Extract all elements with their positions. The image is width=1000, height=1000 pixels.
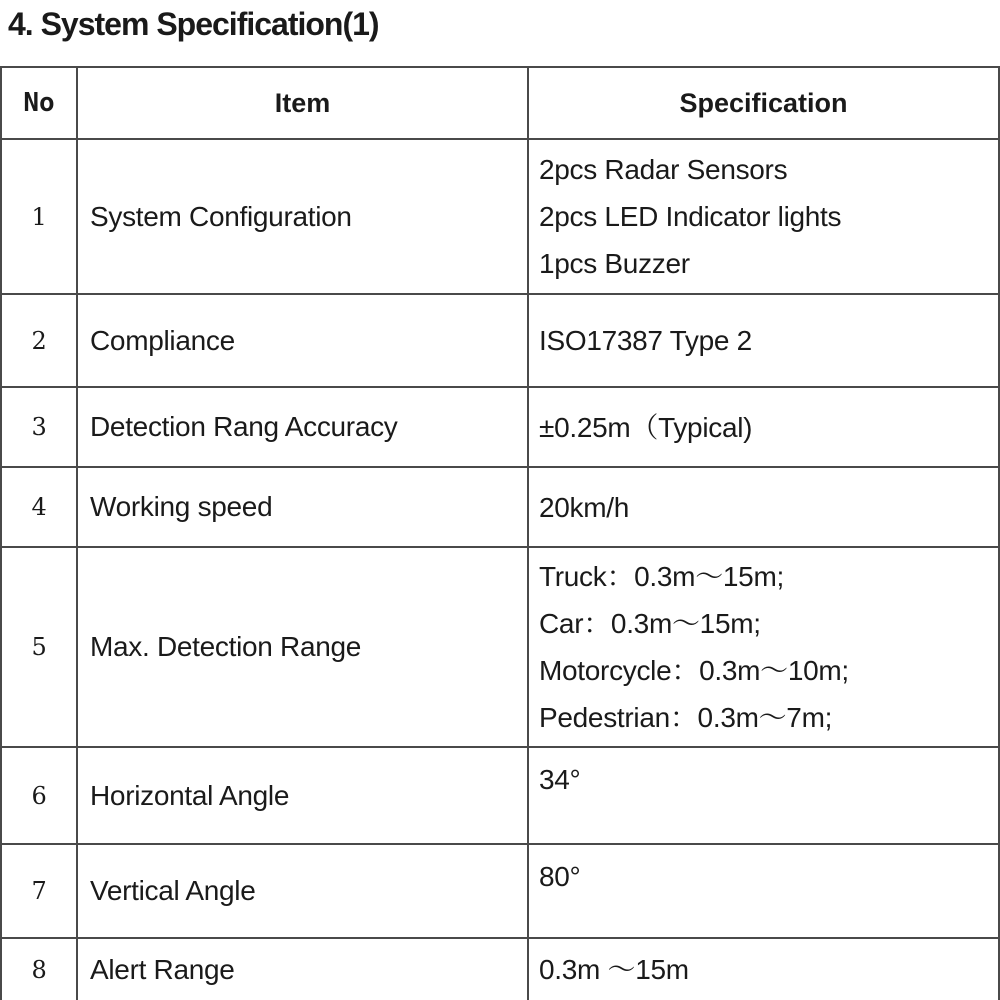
spec-line: Truck：0.3m～15m; — [539, 561, 784, 592]
row-number: 6 — [1, 747, 77, 844]
spec-line: ±0.25m（Typical) — [539, 411, 753, 443]
specification-value — [528, 387, 999, 467]
spec-line: Pedestrian：0.3m～7m; — [539, 702, 833, 733]
table-row — [1, 747, 999, 844]
item-name: Detection Rang Accuracy — [77, 387, 528, 467]
item-name: Compliance — [77, 294, 528, 387]
item-name: Max. Detection Range — [77, 547, 528, 747]
spec-line: Car：0.3m～15m; — [539, 608, 761, 639]
table-row — [1, 547, 999, 747]
specification-value — [528, 938, 999, 1000]
spec-line: 34° — [539, 764, 581, 795]
table-row — [1, 139, 999, 294]
spec-line: 2pcs Radar Sensors — [539, 154, 788, 185]
specification-value — [528, 139, 999, 294]
table-row — [1, 387, 999, 467]
table-row — [1, 844, 999, 938]
page-title: 4. System Specification(1) — [8, 6, 379, 42]
item-name: System Configuration — [77, 139, 528, 294]
row-number: 5 — [1, 547, 77, 747]
specification-value — [528, 844, 999, 938]
specification-value — [528, 467, 999, 547]
specification-value — [528, 294, 999, 387]
item-name: Alert Range — [77, 938, 528, 1000]
spec-line: ISO17387 Type 2 — [539, 325, 752, 356]
row-number: 4 — [1, 467, 77, 547]
table-header-row — [1, 67, 999, 139]
row-number: 2 — [1, 294, 77, 387]
item-name: Working speed — [77, 467, 528, 547]
table-row — [1, 938, 999, 1000]
row-number: 8 — [1, 938, 77, 1000]
specification-table — [0, 66, 1000, 1000]
specification-value — [528, 547, 999, 747]
specification-value — [528, 747, 999, 844]
spec-line: 80° — [539, 861, 581, 892]
item-name: Vertical Angle — [77, 844, 528, 938]
spec-line: 1pcs Buzzer — [539, 248, 690, 279]
row-number: 1 — [1, 139, 77, 294]
spec-line: 2pcs LED Indicator lights — [539, 201, 842, 232]
header-item: Item — [77, 67, 528, 139]
header-specification: Specification — [528, 67, 999, 139]
spec-line: Motorcycle：0.3m～10m; — [539, 655, 849, 686]
header-no: No — [1, 67, 77, 139]
spec-line: 0.3m ～15m — [539, 954, 689, 985]
row-number: 3 — [1, 387, 77, 467]
row-number: 7 — [1, 844, 77, 938]
item-name: Horizontal Angle — [77, 747, 528, 844]
table-row — [1, 467, 999, 547]
spec-line: 20km/h — [539, 491, 630, 523]
table-row — [1, 294, 999, 387]
